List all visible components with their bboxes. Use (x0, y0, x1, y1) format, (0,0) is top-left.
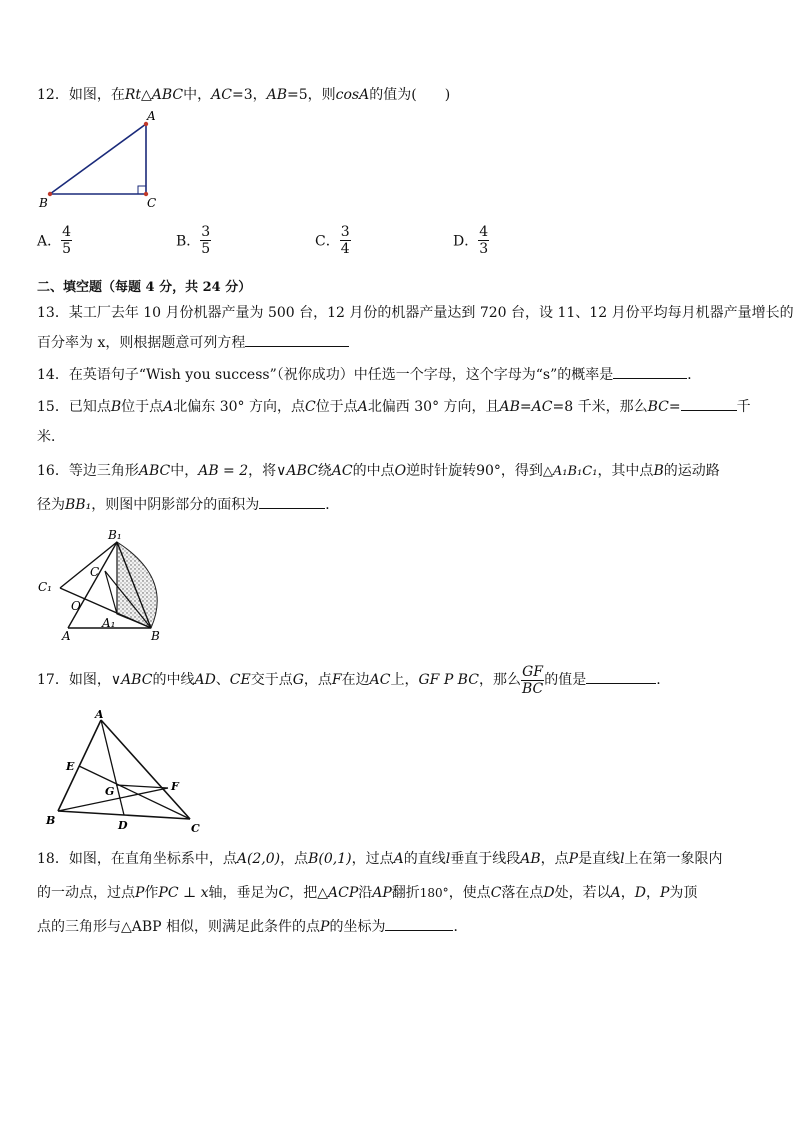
q16-label-c1: C₁ (38, 580, 52, 594)
q12-option-c-fraction (340, 224, 351, 257)
q16-text-f: 逆时针旋转 (406, 463, 477, 479)
q18-pc: PC ⊥ x (158, 885, 209, 901)
q12-stem (37, 84, 450, 104)
q16-label-b: B (151, 629, 160, 643)
q18-text-1h: 上在第一象限内 (624, 851, 723, 867)
q14-answer-blank[interactable] (613, 377, 687, 379)
q13-line1: 13．某工厂去年 10 月份机器产量为 500 台，12 月份的机器产量达到 720 台，设 11、12 月份平均每月机器产量增长的 (37, 305, 794, 321)
q12-option-c (315, 224, 351, 257)
q16-text-b: 中， (170, 463, 199, 479)
q12-option-d (453, 224, 489, 257)
q18-text-1b: ，点 (280, 851, 309, 867)
q12-ab: AB (266, 87, 288, 103)
q12-option-a-num: 4 (62, 224, 72, 240)
q18-text-3a: 点的三角形与△ABP 相似，则满足此条件的点 (37, 919, 321, 935)
q15-text-d: 位于点 (315, 399, 358, 415)
q18-text-2c: 轴，垂足为 (208, 885, 279, 901)
q18-text-2g: ，使点 (448, 885, 491, 901)
q12-option-c-num: 3 (340, 224, 350, 240)
q18-end: ． (453, 919, 468, 935)
q18-p: P (568, 851, 579, 867)
q15-unit-a: 千 (736, 399, 751, 415)
q18-text-2h: 落在点 (501, 885, 544, 901)
q17-label-d: D (118, 819, 128, 832)
q16-arc: BB₁ (65, 497, 92, 513)
q12-point-b (48, 192, 52, 196)
q17-side-ab (58, 720, 101, 811)
q12-option-a-label: A． (37, 233, 62, 250)
q18-p3: P (320, 919, 330, 935)
q17-text-f: 上， (390, 672, 419, 688)
section-2-title: 二、填空题（每题 4 分，共 24 分） (37, 280, 252, 295)
q17-label-a: A (95, 708, 104, 721)
q18-answer-blank[interactable] (385, 929, 453, 931)
q15-line2: 米． (37, 429, 65, 445)
q17-label-c: C (191, 822, 200, 835)
q17-label-e: E (66, 760, 75, 773)
q15-eq-sign: = (668, 399, 681, 415)
q12-option-a-fraction (61, 224, 72, 257)
q17-tri: ∨ABC (110, 672, 153, 688)
q16-ac: AC (331, 463, 353, 479)
q16-text-c: ，将 (248, 463, 277, 479)
q17-parallel: GF P BC (418, 672, 479, 688)
q12-option-d-den: 3 (479, 241, 489, 257)
q12-option-b-den: 5 (201, 241, 211, 257)
q12-stem-a: 如图，在 (68, 87, 125, 103)
q12-option-c-label: C． (315, 233, 340, 250)
q17-text-a: 17．如图， (37, 672, 111, 688)
q18-ab: AB (520, 851, 541, 867)
q16-line1 (37, 460, 720, 480)
q17-g: G (292, 672, 304, 688)
q17-label-b: B (46, 814, 56, 827)
q18-list-a: A (610, 885, 621, 901)
q16-deg: 90° (476, 463, 501, 479)
q16-text-e: 的中点 (352, 463, 395, 479)
q18-text-2d: ，把 (289, 885, 318, 901)
q18-deg: 180° (419, 886, 449, 900)
q15-text-b: 位于点 (121, 399, 164, 415)
q18-list-p: P (660, 885, 670, 901)
q18-line3 (37, 916, 467, 936)
q16-tri-abc: ∨ABC (276, 463, 318, 479)
q18-line2 (37, 882, 697, 902)
q18-line1 (37, 848, 723, 868)
q12-side-ab (50, 124, 146, 194)
q18-comma1: ， (620, 885, 635, 901)
q16-label-c: C (90, 565, 100, 579)
q18-p2: P (135, 885, 145, 901)
q16-text-h: ，其中点 (597, 463, 654, 479)
q13-line2 (37, 332, 349, 352)
q15-text-e: 北偏西 30° 方向，且 (367, 399, 500, 415)
q13-answer-blank[interactable] (245, 345, 349, 347)
q12-option-b-label: B． (176, 233, 201, 250)
q12-ac: AC (211, 87, 232, 103)
q16-answer-blank[interactable] (259, 507, 325, 509)
q16-line-c1-b1 (60, 542, 117, 588)
q17-ac: AC (369, 672, 391, 688)
q18-c2: C (490, 885, 502, 901)
q12-option-c-den: 4 (340, 241, 350, 257)
q17-text-g: ，那么 (478, 672, 521, 688)
q17-frac-den: BC (521, 680, 544, 697)
q12-option-d-num: 4 (479, 224, 489, 240)
q16-ab-eq: AB = 2 (198, 463, 249, 479)
q17-end: . (656, 672, 661, 688)
q16-end: ． (325, 497, 340, 513)
q12-option-a-den: 5 (62, 241, 72, 257)
q16-text-a: 16．等边三角形 (37, 463, 139, 479)
q12-rt-triangle: Rt△ABC (124, 87, 184, 103)
q18-ap: AP (372, 885, 392, 901)
q17-fraction (521, 664, 544, 697)
q16-text-g: ，得到 (500, 463, 543, 479)
q14-end: ． (687, 367, 702, 383)
q16-label-b1: B₁ (108, 528, 122, 542)
q12-stem-b: 中， (183, 87, 212, 103)
q18-l2: l (620, 851, 625, 867)
q12-cos-a: cosA (335, 87, 370, 103)
q16-text-i: 的运动路 (663, 463, 720, 479)
q12-label-b: B (39, 196, 48, 210)
q15-text-a: 15．已知点 (37, 399, 111, 415)
q18-text-1e: 垂直于线段 (450, 851, 521, 867)
q18-list-d: D (634, 885, 646, 901)
q17-text-b: 的中线 (152, 672, 195, 688)
q17-label-g: G (105, 785, 115, 798)
q15-text-c: 北偏东 30° 方向，点 (173, 399, 305, 415)
q12-option-d-fraction (478, 224, 489, 257)
q15-answer-blank[interactable] (681, 409, 737, 411)
q17-ad: AD (194, 672, 216, 688)
q17-text-e: 在边 (341, 672, 370, 688)
q17-text-d: ，点 (303, 672, 332, 688)
q16-label-a1: A₁ (102, 616, 116, 630)
q15-point-b: B (110, 399, 122, 415)
q12-option-d-label: D． (453, 233, 479, 250)
q17-f: F (331, 672, 342, 688)
q16-o: O (394, 463, 407, 479)
q18-acp: △ACP (317, 885, 359, 901)
q12-number: 12． (37, 87, 69, 103)
q18-text-2j: 为顶 (669, 885, 698, 901)
q17-sep: 、 (215, 672, 230, 688)
q15-line1 (37, 396, 751, 416)
q18-comma2: ， (646, 885, 660, 901)
q17-answer-blank[interactable] (586, 682, 656, 684)
q13-line2-text: 百分率为 x，则根据题意可列方程 (37, 335, 246, 351)
q16-line-c-a1 (105, 571, 117, 614)
q15-eq-lhs: AB=AC (499, 399, 553, 415)
q17-text-c: 交于点 (250, 672, 293, 688)
q17-side-ac (101, 720, 190, 819)
q17-text-h: 的值是 (544, 672, 587, 688)
q18-text-1a: 18．如图，在直角坐标系中，点 (37, 851, 237, 867)
q16-abc: ABC (138, 463, 171, 479)
q17-frac-num: GF (522, 663, 544, 680)
q15-point-a: A (163, 399, 174, 415)
q16-b: B (653, 463, 664, 479)
q16-text-2a: 径为 (37, 497, 65, 513)
q14-line (37, 364, 701, 384)
q12-figure (38, 108, 163, 210)
q12-eq3: =3， (231, 87, 267, 103)
q18-c: C (278, 885, 290, 901)
q18-text-2a: 的一动点，过点 (37, 885, 135, 901)
q12-label-a: A (147, 109, 156, 123)
q15-text-f: =8 千米，那么 (552, 399, 648, 415)
q15-bc: BC (647, 399, 669, 415)
q18-text-2e: 沿 (358, 885, 373, 901)
q15-point-a2: A (357, 399, 368, 415)
q16-label-o: O (71, 599, 81, 613)
q18-text-1c: ，过点 (351, 851, 394, 867)
q12-eq5: =5，则 (287, 87, 336, 103)
q18-text-3b: 的坐标为 (329, 919, 386, 935)
q17-ce: CE (229, 672, 251, 688)
q18-text-2b: 作 (144, 885, 159, 901)
q17-label-f: F (171, 780, 179, 793)
q18-d: D (543, 885, 555, 901)
q18-text-2f: 翻折 (391, 885, 420, 901)
q18-a: A (393, 851, 404, 867)
q16-tri-a1b1c1: △A₁B₁C₁ (542, 464, 598, 479)
q16-text-2b: ，则图中阴影部分的面积为 (91, 497, 260, 513)
q18-text-1f: ，点 (540, 851, 569, 867)
q17-figure (40, 708, 210, 836)
q12-stem-c: 的值为( ) (369, 87, 451, 103)
q17-line (37, 662, 661, 698)
q12-option-b-num: 3 (201, 224, 211, 240)
q12-label-c: C (147, 196, 157, 210)
q18-point-b: B(0,1) (308, 851, 352, 867)
q18-text-1g: 是直线 (578, 851, 621, 867)
q12-option-a (37, 224, 72, 257)
q12-option-b (176, 224, 211, 257)
q18-text-1d: 的直线 (403, 851, 446, 867)
q16-label-a: A (62, 629, 71, 643)
q18-l: l (445, 851, 451, 867)
q16-text-d: 绕 (317, 463, 332, 479)
q18-text-2i: 处，若以 (554, 885, 611, 901)
q15-point-c: C (304, 399, 316, 415)
q14-text: 14．在英语句子“Wish you success”（祝你成功）中任选一个字母，这个字母为“s”的概率是 (37, 367, 614, 383)
q12-option-b-fraction (200, 224, 211, 257)
q16-line2 (37, 494, 339, 514)
q18-point-a: A(2,0) (236, 851, 281, 867)
q16-figure (38, 528, 168, 644)
